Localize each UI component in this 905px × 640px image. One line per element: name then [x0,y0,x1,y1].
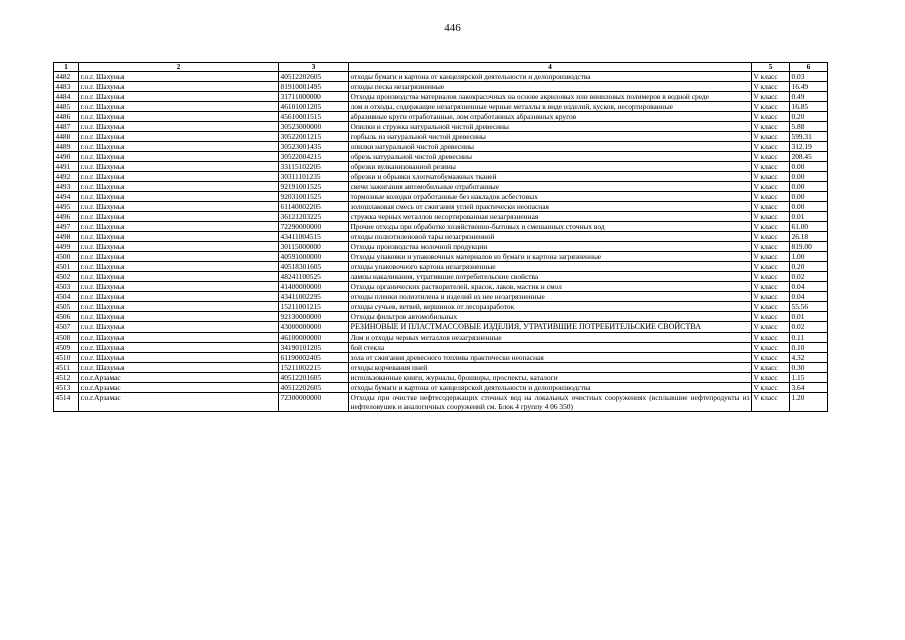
amount-cell: 0.20 [790,262,828,272]
code-cell: 30523001435 [279,142,349,152]
place-cell: г.о.г. Шахунья [79,112,279,122]
hazard-class-cell: V класс [752,182,790,192]
amount-cell: 3.64 [790,383,828,393]
waste-name-cell: горбыль из натуральной чистой древесины [349,132,752,142]
waste-name-cell: Опилки и стружка натуральной чистой древесины [349,122,752,132]
row-number: 4487 [54,122,79,132]
amount-cell: 0.01 [790,312,828,322]
place-cell: г.о.г. Шахунья [79,272,279,282]
place-cell: г.о.г. Шахунья [79,92,279,102]
place-cell: г.о.г. Шахунья [79,222,279,232]
hazard-class-cell: V класс [752,343,790,353]
hazard-class-cell: V класс [752,222,790,232]
waste-name-cell: тормозные колодки отработанные без накладок асбестовых [349,192,752,202]
code-cell: 45610001515 [279,112,349,122]
amount-cell: 1.20 [790,393,828,412]
waste-name-cell: обрезь натуральной чистой древесины [349,152,752,162]
row-number: 4505 [54,302,79,312]
waste-name-cell: отходы полиэтиленовой тары незагрязненной [349,232,752,242]
code-cell: 33115102205 [279,162,349,172]
waste-name-cell: использованные книги, журналы, брошюры, проспекты, каталоги [349,373,752,383]
waste-name-cell: Отходы органических растворителей, красок, лаков, мастик и смол [349,282,752,292]
hazard-class-cell: V класс [752,292,790,302]
hazard-class-cell: V класс [752,363,790,373]
row-number: 4507 [54,322,79,333]
column-header: 6 [790,63,828,72]
waste-name-cell: опилки натуральной чистой древесины [349,142,752,152]
place-cell: г.о.г. Шахунья [79,172,279,182]
amount-cell: 0.11 [790,333,828,343]
amount-cell: 208.45 [790,152,828,162]
hazard-class-cell: V класс [752,373,790,383]
hazard-class-cell: V класс [752,142,790,152]
code-cell: 30522004215 [279,152,349,162]
waste-name-cell: отходы пленки полиэтилена и изделий из нее незагрязненные [349,292,752,302]
code-cell: 15211002215 [279,363,349,373]
amount-cell: 0.00 [790,192,828,202]
place-cell: г.о.г. Шахунья [79,162,279,172]
code-cell: 40518301605 [279,262,349,272]
amount-cell: 5.88 [790,122,828,132]
amount-cell: 26.18 [790,232,828,242]
place-cell: г.о.г. Шахунья [79,282,279,292]
waste-name-cell: обрезки вулканизованной резины [349,162,752,172]
code-cell: 40591000000 [279,252,349,262]
hazard-class-cell: V класс [752,242,790,252]
table-row [54,383,828,393]
place-cell: г.о.г. Шахунья [79,232,279,242]
row-number: 4502 [54,272,79,282]
hazard-class-cell: V класс [752,232,790,242]
code-cell: 48241100525 [279,272,349,282]
amount-cell: 0.00 [790,162,828,172]
table-row [54,393,828,412]
hazard-class-cell: V класс [752,252,790,262]
amount-cell: 819.00 [790,242,828,252]
table-row [54,242,828,252]
amount-cell: 0.02 [790,272,828,282]
table-row [54,202,828,212]
table-row [54,363,828,373]
hazard-class-cell: V класс [752,162,790,172]
row-number: 4490 [54,152,79,162]
code-cell: 46101001205 [279,102,349,112]
hazard-class-cell: V класс [752,92,790,102]
row-number: 4492 [54,172,79,182]
waste-name-cell: Лом и отходы черных металлов незагрязненные [349,333,752,343]
row-number: 4504 [54,292,79,302]
hazard-class-cell: V класс [752,192,790,202]
amount-cell: 0.30 [790,363,828,373]
table-row [54,353,828,363]
code-cell: 81910001495 [279,82,349,92]
row-number: 4488 [54,132,79,142]
hazard-class-cell: V класс [752,393,790,412]
amount-cell: 16.49 [790,82,828,92]
waste-name-cell: свечи зажигания автомобильные отработанные [349,182,752,192]
table-row [54,322,828,333]
waste-name-cell: отходы песка незагрязненные [349,82,752,92]
row-number: 4509 [54,343,79,353]
place-cell: г.о.г. Шахунья [79,132,279,142]
hazard-class-cell: V класс [752,262,790,272]
hazard-class-cell: V класс [752,202,790,212]
code-cell: 40512201605 [279,373,349,383]
waste-name-cell: абразивные круги отработанные, лом отработанных абразивных кругов [349,112,752,122]
row-number: 4491 [54,162,79,172]
code-cell: 36121203225 [279,212,349,222]
place-cell: г.о.г. Шахунья [79,322,279,333]
place-cell: г.о.г. Шахунья [79,182,279,192]
table-row [54,102,828,112]
code-cell: 30522001215 [279,132,349,142]
amount-cell: 312.19 [790,142,828,152]
code-cell: 46100000000 [279,333,349,343]
row-number: 4489 [54,142,79,152]
row-number: 4484 [54,92,79,102]
waste-name-cell: Отходы фильтров автомобильных [349,312,752,322]
waste-name-cell: обрезки и обрывки хлопчатобумажных тканей [349,172,752,182]
row-number: 4498 [54,232,79,242]
table-row [54,182,828,192]
table-header-row [54,63,828,72]
waste-name-cell: отходы упаковочного картона незагрязненные [349,262,752,272]
column-header: 2 [79,63,279,72]
waste-register-table [53,62,828,412]
table-row [54,302,828,312]
table-row [54,112,828,122]
hazard-class-cell: V класс [752,112,790,122]
hazard-class-cell: V класс [752,172,790,182]
table-row [54,373,828,383]
waste-name-cell: Отходы производства молочной продукции [349,242,752,252]
table-row [54,232,828,242]
place-cell: г.о.г. Шахунья [79,72,279,82]
row-number: 4508 [54,333,79,343]
code-cell: 40512202605 [279,383,349,393]
table-row [54,132,828,142]
amount-cell: 0.00 [790,182,828,192]
code-cell: 30311101235 [279,172,349,182]
hazard-class-cell: V класс [752,132,790,142]
amount-cell: 16.85 [790,102,828,112]
amount-cell: 0.00 [790,202,828,212]
column-header: 4 [349,63,752,72]
hazard-class-cell: V класс [752,282,790,292]
code-cell: 34190101205 [279,343,349,353]
page-number: 446 [444,22,461,34]
hazard-class-cell: V класс [752,312,790,322]
amount-cell: 61.00 [790,222,828,232]
code-cell: 72290000000 [279,222,349,232]
row-number: 4513 [54,383,79,393]
hazard-class-cell: V класс [752,152,790,162]
code-cell: 61190002405 [279,353,349,363]
row-number: 4501 [54,262,79,272]
place-cell: г.о.г. Шахунья [79,312,279,322]
code-cell: 41400000000 [279,282,349,292]
waste-name-cell: отходы бумаги и картона от канцелярской деятельности и делопроизводства [349,72,752,82]
place-cell: г.о.г. Шахунья [79,142,279,152]
waste-name-cell: Отходы при очистке нефтесодержащих сточных вод на локальных очистных сооружениях (всплывшие нефтепродукты из нефтеловушек и аналогичных сооружений см. Блок 4 группу 4 06 350) [350,393,750,411]
row-number: 4495 [54,202,79,212]
waste-name-cell: золошлаковая смесь от сжигания углей практически неопасная [349,202,752,212]
row-number: 4500 [54,252,79,262]
table-row [54,72,828,82]
code-cell: 30115000000 [279,242,349,252]
amount-cell: 1.00 [790,252,828,262]
code-cell: 92031001525 [279,192,349,202]
code-cell: 72300000000 [279,393,349,412]
row-number: 4512 [54,373,79,383]
row-number: 4497 [54,222,79,232]
waste-name-cell: лампы накаливания, утратившие потребительские свойства [349,272,752,282]
table-row [54,312,828,322]
place-cell: г.о.г. Шахунья [79,102,279,112]
waste-name-cell: бой стекла [349,343,752,353]
table-row [54,142,828,152]
place-cell: г.о.г. Шахунья [79,262,279,272]
code-cell: 61140002205 [279,202,349,212]
amount-cell: 0.49 [790,92,828,102]
column-header: 5 [752,63,790,72]
hazard-class-cell: V класс [752,322,790,333]
table-row [54,272,828,282]
amount-cell: 0.10 [790,343,828,353]
row-number: 4506 [54,312,79,322]
amount-cell: 0.04 [790,292,828,302]
table-row [54,122,828,132]
table-row [54,162,828,172]
hazard-class-cell: V класс [752,302,790,312]
code-cell: 31711000000 [279,92,349,102]
row-number: 4482 [54,72,79,82]
waste-name-cell: Отходы упаковки и упаковочных материалов из бумаги и картона загрязненные [349,252,752,262]
amount-cell: 0.02 [790,322,828,333]
hazard-class-cell: V класс [752,333,790,343]
amount-cell: 1.15 [790,373,828,383]
code-cell: 43000000000 [279,322,349,333]
table-row [54,222,828,232]
hazard-class-cell: V класс [752,383,790,393]
waste-name-cell: лом и отходы, содержащие незагрязненные черные металлы в виде изделий, кусков, несортированные [349,102,752,112]
code-cell: 43411004515 [279,232,349,242]
code-cell: 92191001525 [279,182,349,192]
code-cell: 15211001215 [279,302,349,312]
code-cell: 40512202605 [279,72,349,82]
table-row [54,152,828,162]
amount-cell: 0.01 [790,212,828,222]
amount-cell: 0.03 [790,72,828,82]
waste-name-cell: отходы сучьев, ветвей, вершинок от лесоразработок [349,302,752,312]
row-number: 4499 [54,242,79,252]
table-row [54,192,828,202]
waste-name-cell: РЕЗИНОВЫЕ И ПЛАСТМАССОВЫЕ ИЗДЕЛИЯ, УТРАТИВШИЕ ПОТРЕБИТЕЛЬСКИЕ СВОЙСТВА [349,322,752,333]
amount-cell: 4.32 [790,353,828,363]
table-row [54,172,828,182]
hazard-class-cell: V класс [752,212,790,222]
table-row [54,82,828,92]
place-cell: г.о.г. Шахунья [79,242,279,252]
table-row [54,333,828,343]
table-row [54,262,828,272]
row-number: 4503 [54,282,79,292]
place-cell: г.о.г. Шахунья [79,192,279,202]
row-number: 4483 [54,82,79,92]
table-row [54,252,828,262]
code-cell: 43411002295 [279,292,349,302]
row-number: 4485 [54,102,79,112]
waste-name-cell: Отходы производства материалов лакокрасочных на основе акриловых или виниловых полимеров в водной среде [349,92,752,102]
code-cell: 30523000000 [279,122,349,132]
hazard-class-cell: V класс [752,353,790,363]
column-header: 3 [279,63,349,72]
waste-name-cell: отходы бумаги и картона от канцелярской деятельности и делопроизводства [349,383,752,393]
place-cell: г.о.г.Арзамас [79,373,279,383]
place-cell: г.о.г. Шахунья [79,152,279,162]
row-number: 4511 [54,363,79,373]
row-number: 4486 [54,112,79,122]
place-cell: г.о.г. Шахунья [79,292,279,302]
place-cell: г.о.г. Шахунья [79,252,279,262]
waste-name-cell: стружка черных металлов несортированная незагрязненная [349,212,752,222]
waste-name-cell: зола от сжигания древесного топлива практически неопасная [349,353,752,363]
row-number: 4510 [54,353,79,363]
place-cell: г.о.г. Шахунья [79,302,279,312]
table-row [54,92,828,102]
hazard-class-cell: V класс [752,72,790,82]
amount-cell: 0.00 [790,172,828,182]
amount-cell: 0.04 [790,282,828,292]
code-cell: 92130000000 [279,312,349,322]
place-cell: г.о.г. Шахунья [79,202,279,212]
row-number: 4496 [54,212,79,222]
place-cell: г.о.г. Шахунья [79,363,279,373]
waste-name-cell: отходы корчевания пней [349,363,752,373]
amount-cell: 0.20 [790,112,828,122]
place-cell: г.о.г. Шахунья [79,122,279,132]
table-row [54,343,828,353]
row-number: 4493 [54,182,79,192]
place-cell: г.о.г. Шахунья [79,343,279,353]
place-cell: г.о.г. Шахунья [79,333,279,343]
place-cell: г.о.г.Арзамас [79,393,279,412]
table-row [54,282,828,292]
column-header: 1 [54,63,79,72]
hazard-class-cell: V класс [752,122,790,132]
amount-cell: 599.31 [790,132,828,142]
table-row [54,292,828,302]
waste-name-cell: Прочие отходы при обработке хозяйственно-бытовых и смешанных сточных вод [349,222,752,232]
table-row [54,212,828,222]
row-number: 4514 [54,393,79,412]
place-cell: г.о.г.Арзамас [79,383,279,393]
hazard-class-cell: V класс [752,82,790,92]
row-number: 4494 [54,192,79,202]
hazard-class-cell: V класс [752,272,790,282]
place-cell: г.о.г. Шахунья [79,212,279,222]
place-cell: г.о.г. Шахунья [79,82,279,92]
amount-cell: 55.56 [790,302,828,312]
place-cell: г.о.г. Шахунья [79,353,279,363]
hazard-class-cell: V класс [752,102,790,112]
